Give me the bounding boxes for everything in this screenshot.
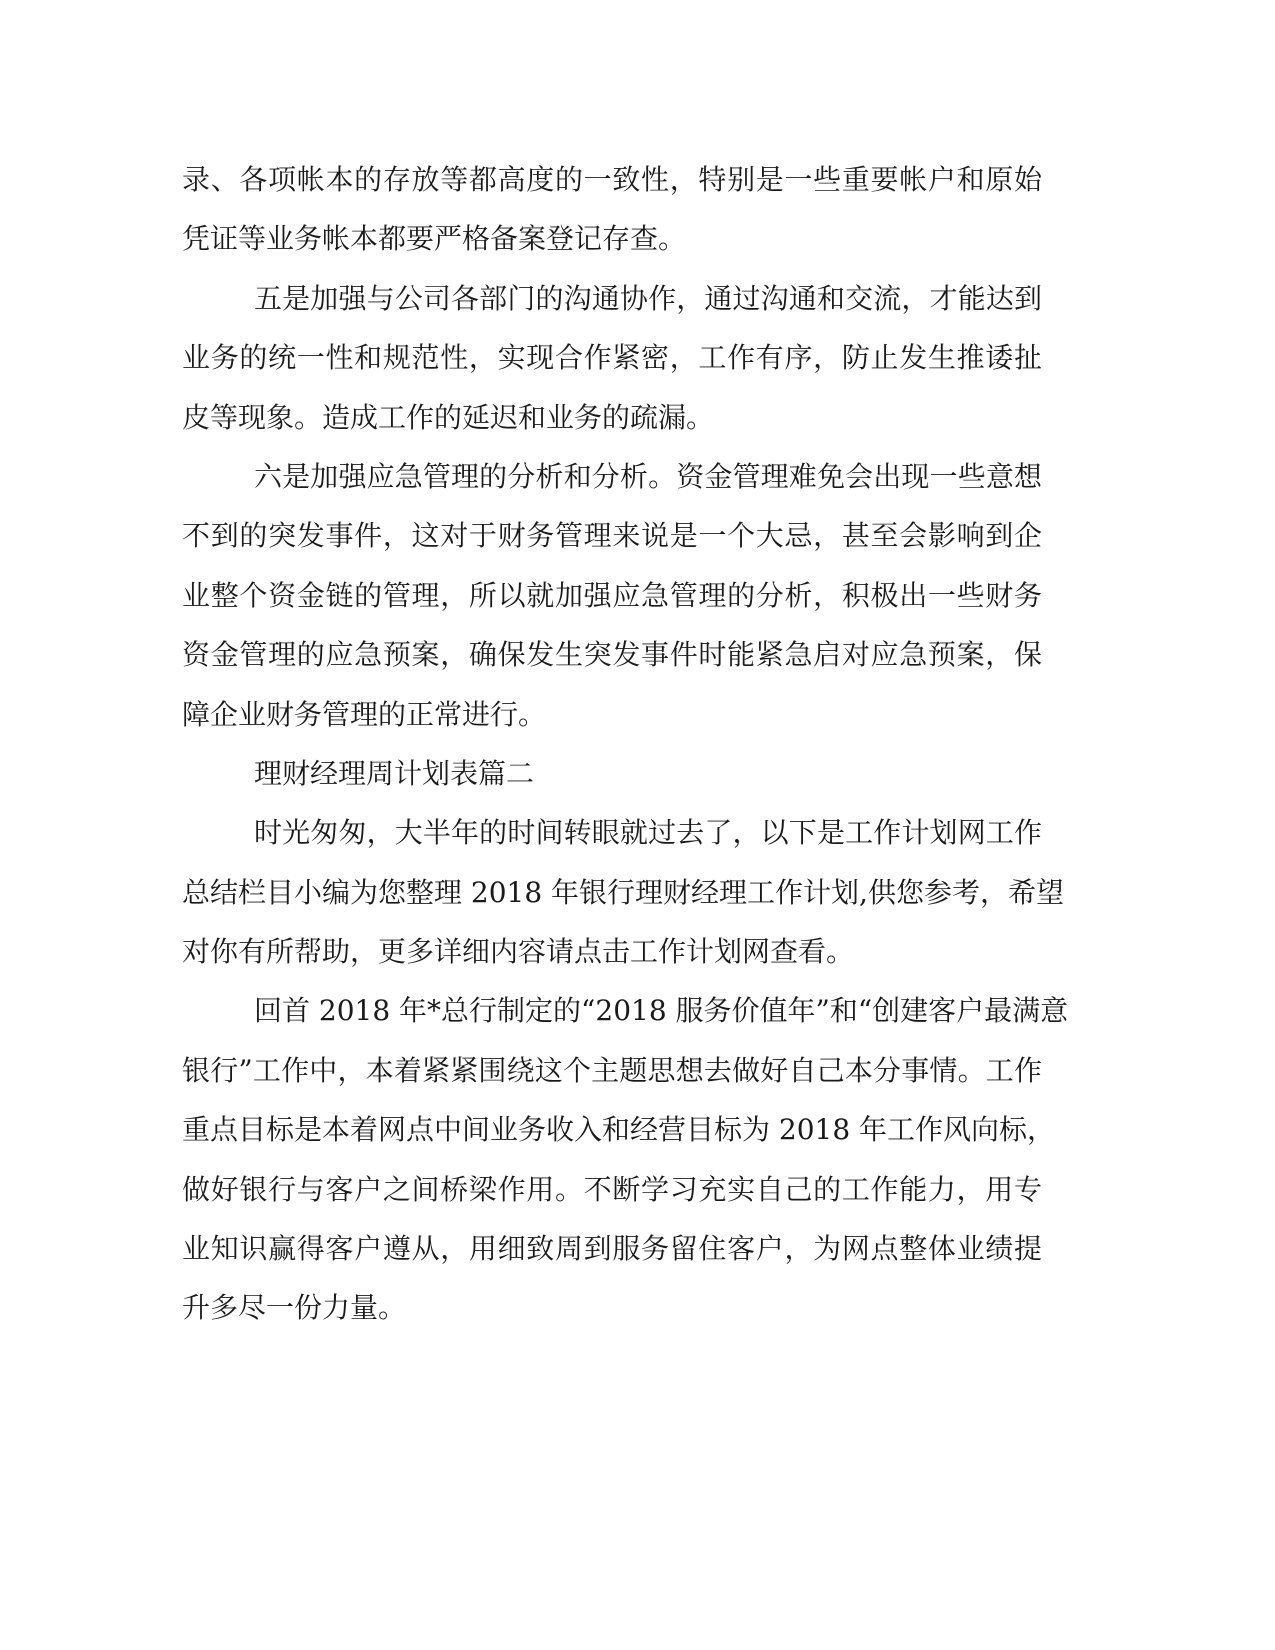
text-line: 业知识赢得客户遵从，用细致周到服务留住客户，为网点整体业绩提	[182, 1232, 1042, 1266]
text-line: 时光匆匆，大半年的时间转眼就过去了，以下是工作计划网工作	[254, 816, 1042, 850]
text-line: 回首 2018 年*总行制定的“2018 服务价值年”和“创建客户最满意	[254, 994, 1069, 1028]
text-line: 六是加强应急管理的分析和分析。资金管理难免会出现一些意想	[254, 459, 1042, 493]
text-line: 业整个资金链的管理，所以就加强应急管理的分析，积极出一些财务	[182, 578, 1042, 612]
text-line: 对你有所帮助，更多详细内容请点击工作计划网查看。	[182, 935, 855, 969]
text-line: 不到的突发事件，这对于财务管理来说是一个大忌，甚至会影响到企	[182, 519, 1042, 553]
text-line: 录、各项帐本的存放等都高度的一致性，特别是一些重要帐户和原始	[182, 163, 1042, 196]
text-line: 业务的统一性和规范性，实现合作紧密，工作有序，防止发生推诿扯	[182, 341, 1042, 375]
text-line: 总结栏目小编为您整理 2018 年银行理财经理工作计划,供您参考，希望	[182, 875, 1064, 909]
text-line: 凭证等业务帐本都要严格备案登记存查。	[182, 222, 687, 256]
text-line: 升多尽一份力量。	[182, 1291, 407, 1325]
text-line: 重点目标是本着网点中间业务收入和经营目标为 2018 年工作风向标，	[182, 1113, 1056, 1147]
text-line: 皮等现象。造成工作的延迟和业务的疏漏。	[182, 400, 715, 434]
document-body	[182, 150, 1069, 1338]
text-line: 做好银行与客户之间桥梁作用。不断学习充实自己的工作能力，用专	[182, 1172, 1042, 1206]
text-line: 五是加强与公司各部门的沟通协作，通过沟通和交流，才能达到	[254, 281, 1042, 315]
text-line: 资金管理的应急预案，确保发生突发事件时能紧急启对应急预案，保	[182, 638, 1042, 672]
text-line: 理财经理周计划表篇二	[254, 756, 535, 790]
text-line: 银行”工作中，本着紧紧围绕这个主题思想去做好自己本分事情。工作	[182, 1053, 1042, 1087]
text-line: 障企业财务管理的正常进行。	[182, 697, 547, 731]
